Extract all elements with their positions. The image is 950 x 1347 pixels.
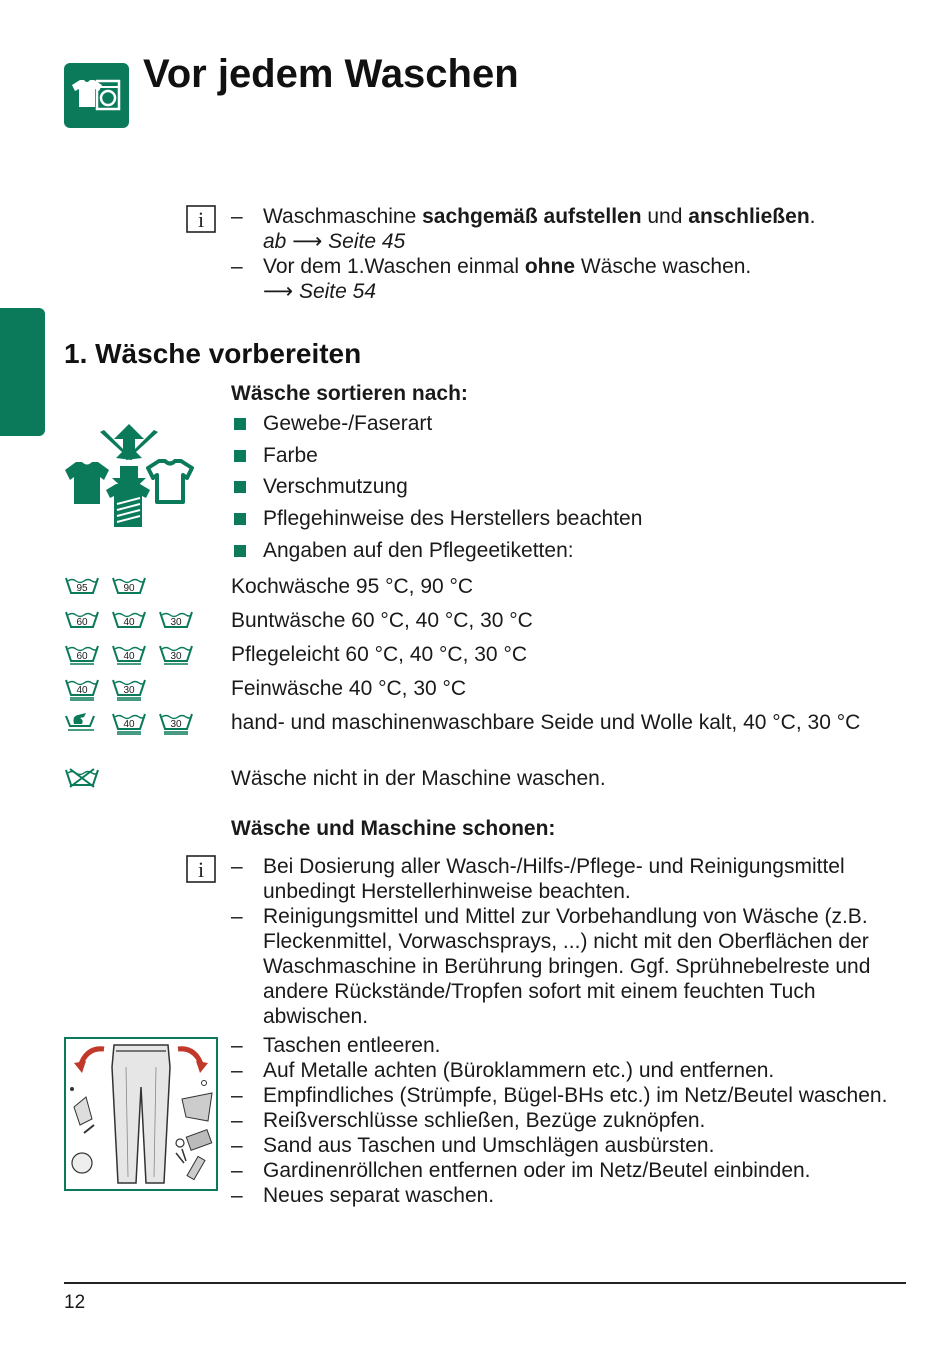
list-item xyxy=(231,471,642,503)
dash: – xyxy=(231,1184,243,1207)
wash-temperature-label: 40 xyxy=(123,617,135,628)
page-title: Vor jedem Waschen xyxy=(143,52,519,96)
list-item xyxy=(231,535,642,567)
sort-laundry-icon xyxy=(62,422,197,530)
care-symbols xyxy=(64,710,194,742)
care-label-description: hand- und maschinenwaschbare Seide und Wolle kalt, 40 °C, 30 °C xyxy=(231,711,861,734)
list-item-label: Bei Dosierung aller Wasch-/Hilfs-/Pflege- und Reinigungsmittel unbedingt Herstellerhinweise beachten. xyxy=(263,855,845,903)
wash-temperature-label: 90 xyxy=(123,583,135,594)
shirt-and-washer-icon xyxy=(64,63,129,128)
wash-tub-icon xyxy=(111,676,147,708)
wash-tub-icon xyxy=(111,574,147,604)
page-number: 12 xyxy=(64,1292,86,1313)
list-item xyxy=(231,854,911,904)
care-symbols xyxy=(64,766,100,796)
list-item-label: Gewebe-/Faserart xyxy=(263,412,433,435)
section-title: 1. Wäsche vorbereiten xyxy=(64,338,362,369)
list-item xyxy=(231,204,911,254)
hand-wash-icon xyxy=(64,710,100,742)
info-icon xyxy=(186,205,216,233)
list-item-label: Empfindliches (Strümpfe, Bügel-BHs etc.) im Netz/Beutel waschen. xyxy=(263,1084,888,1107)
list-item-label: Pflegehinweise des Herstellers beachten xyxy=(263,507,643,531)
care-label-description: Wäsche nicht in der Maschine waschen. xyxy=(231,767,606,790)
do-not-wash-icon xyxy=(64,766,100,796)
care-label-description: Kochwäsche 95 °C, 90 °C xyxy=(231,575,474,598)
list-item xyxy=(231,254,911,304)
text-run: Waschmaschine xyxy=(263,205,423,228)
wash-tub-icon xyxy=(111,642,147,672)
svg-text:i: i xyxy=(197,207,205,232)
wash-tub-icon xyxy=(158,710,194,742)
chapter-tab-marker xyxy=(0,308,45,436)
square-bullet-icon xyxy=(234,545,246,557)
care-label-description: Feinwäsche 40 °C, 30 °C xyxy=(231,677,467,700)
reference-page: Seite 45 xyxy=(322,230,406,253)
list-item xyxy=(231,1158,911,1183)
dash: – xyxy=(231,855,243,878)
dash: – xyxy=(231,1109,243,1132)
list-item-label: Sand aus Taschen und Umschlägen ausbürsten. xyxy=(263,1134,715,1157)
wash-tub-icon xyxy=(64,676,100,708)
care-heading: Wäsche und Maschine schonen: xyxy=(231,817,556,840)
note-text xyxy=(263,204,911,229)
sort-criteria-list xyxy=(231,408,642,566)
list-item-label: Angaben auf den Pflegeetiketten: xyxy=(263,538,574,562)
footer-rule xyxy=(64,1282,906,1284)
list-item xyxy=(231,1058,911,1083)
wash-temperature-label: 60 xyxy=(76,651,88,662)
wash-temperature-label: 30 xyxy=(123,685,135,696)
text-run: . xyxy=(809,205,816,228)
wash-temperature-label: 95 xyxy=(76,583,88,594)
list-item xyxy=(231,503,642,535)
list-item-label: Gardinenröllchen entfernen oder im Netz/Beutel einbinden. xyxy=(263,1159,811,1182)
dash: – xyxy=(231,1134,243,1157)
square-bullet-icon xyxy=(234,481,246,493)
reference-page: Seite 54 xyxy=(293,280,377,303)
note-text xyxy=(263,254,911,279)
dash: – xyxy=(231,1084,243,1107)
wash-temperature-label: 40 xyxy=(76,685,88,696)
list-item-label: Taschen entleeren. xyxy=(263,1034,441,1057)
wash-tub-icon xyxy=(64,608,100,638)
wash-tub-icon xyxy=(158,642,194,672)
dash: – xyxy=(231,1059,243,1082)
dash: – xyxy=(231,1034,243,1057)
arrow-right-icon: ⟶ xyxy=(263,280,294,303)
svg-text:i: i xyxy=(197,857,205,882)
wash-tub-icon xyxy=(64,574,100,604)
sort-heading: Wäsche sortieren nach: xyxy=(231,382,468,405)
care-label-description: Buntwäsche 60 °C, 40 °C, 30 °C xyxy=(231,609,533,632)
emphasis: anschließen xyxy=(688,205,810,228)
square-bullet-icon xyxy=(234,450,246,462)
wash-temperature-label: 60 xyxy=(76,617,88,628)
list-item-label: Farbe xyxy=(263,443,318,467)
care-symbols xyxy=(64,676,147,708)
list-item xyxy=(231,904,911,1029)
wash-temperature-label: 30 xyxy=(170,617,182,628)
wash-temperature-label: 40 xyxy=(123,719,135,730)
list-item xyxy=(231,1108,911,1133)
list-item-label: Reinigungsmittel und Mittel zur Vorbehandlung von Wäsche (z.B. Fleckenmittel, Vorwaschsprays, ...) nicht mit den Oberflächen der Waschmaschine in Berührung bringen. Ggf. Sprühnebelreste und andere Rückstände/Tropfen sofort mit einem feuchten Tuch abwischen. xyxy=(263,905,871,1028)
list-item-label: Auf Metalle achten (Büroklammern etc.) und entfernen. xyxy=(263,1059,775,1082)
emphasis: ohne xyxy=(524,255,576,278)
wash-tub-icon xyxy=(111,608,147,638)
list-item-label: Verschmutzung xyxy=(263,475,408,499)
wash-tub-icon xyxy=(111,710,147,742)
page-reference xyxy=(263,279,911,304)
care-symbols xyxy=(64,574,147,604)
text-run: Wäsche waschen. xyxy=(575,255,752,278)
wash-temperature-label: 30 xyxy=(170,719,182,730)
text-run: und xyxy=(641,205,689,228)
list-item xyxy=(231,440,642,472)
emphasis: sachgemäß aufstellen xyxy=(422,205,642,228)
wash-tub-icon xyxy=(158,608,194,638)
square-bullet-icon xyxy=(234,513,246,525)
list-item xyxy=(231,1083,911,1108)
dash: – xyxy=(231,205,243,228)
list-item xyxy=(231,1133,911,1158)
dash: – xyxy=(231,905,243,928)
list-item xyxy=(231,1183,911,1208)
info-icon xyxy=(186,855,216,883)
dash: – xyxy=(231,1159,243,1182)
dash: – xyxy=(231,255,243,278)
care-symbols xyxy=(64,608,194,638)
arrow-right-icon: ⟶ xyxy=(292,230,323,253)
intro-notes-list xyxy=(231,204,911,304)
wash-tub-icon xyxy=(64,642,100,672)
empty-pockets-illustration xyxy=(64,1037,218,1191)
list-item xyxy=(231,408,642,440)
text-run: Vor dem 1.Waschen einmal xyxy=(263,255,525,278)
wash-temperature-label: 40 xyxy=(123,651,135,662)
care-notes-list xyxy=(231,854,911,1029)
list-item-label: Neues separat waschen. xyxy=(263,1184,495,1207)
square-bullet-icon xyxy=(234,418,246,430)
wash-temperature-label: 30 xyxy=(170,651,182,662)
care-symbols xyxy=(64,642,194,672)
page-reference xyxy=(263,229,911,254)
pocket-steps-list xyxy=(231,1033,911,1208)
care-label-description: Pflegeleicht 60 °C, 40 °C, 30 °C xyxy=(231,643,528,666)
list-item xyxy=(231,1033,911,1058)
list-item-label: Reißverschlüsse schließen, Bezüge zuknöpfen. xyxy=(263,1109,706,1132)
reference-prefix: ab xyxy=(263,230,293,253)
